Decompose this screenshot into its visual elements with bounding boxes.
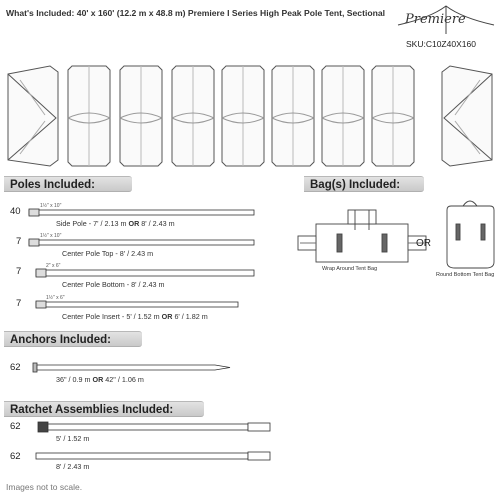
bags-or-label: OR xyxy=(416,238,431,249)
anchor-qty: 62 xyxy=(10,362,21,373)
center-pole-bottom-dim: 2" x 6" xyxy=(46,263,61,269)
center-pole-insert-dim: 1½" x 6" xyxy=(46,295,65,301)
tent-section xyxy=(172,66,214,166)
anchor-stake-drawing xyxy=(33,363,230,372)
tent-section xyxy=(272,66,314,166)
side-pole-dim: 1½" x 10" xyxy=(40,203,62,209)
center-pole-top-qty: 7 xyxy=(16,236,22,247)
tent-section xyxy=(120,66,162,166)
scale-disclaimer: Images not to scale. xyxy=(6,482,83,492)
tent-section xyxy=(372,66,414,166)
section-bags-header: Bag(s) Included: xyxy=(304,176,424,192)
side-pole-qty: 40 xyxy=(10,206,21,217)
ratchet-5ft-label: 5' / 1.52 m xyxy=(56,434,90,443)
tent-end-left xyxy=(8,66,58,166)
ratchet-5ft-qty: 62 xyxy=(10,421,21,432)
wrap-around-tent-bag-drawing xyxy=(298,210,426,262)
wrap-bag-label: Wrap Around Tent Bag xyxy=(322,266,378,272)
page-title: What's Included: 40' x 160' (12.2 m x 48.8 m) Premiere I Series High Peak Pole Tent, Sectional xyxy=(6,8,385,18)
tent-section xyxy=(68,66,110,166)
center-pole-top-label: Center Pole Top - 8' / 2.43 m xyxy=(62,249,154,258)
ratchet-8ft-drawing xyxy=(36,452,270,460)
ratchet-8ft-qty: 62 xyxy=(10,451,21,462)
section-poles-header: Poles Included: xyxy=(4,176,132,192)
tent-end-right xyxy=(442,66,492,166)
ratchet-5ft-drawing xyxy=(38,422,270,432)
round-bottom-tent-bag-drawing xyxy=(447,201,494,268)
center-pole-top-dim: 1½" x 10" xyxy=(40,233,62,239)
side-pole-label: Side Pole - 7' / 2.13 m OR 8' / 2.43 m xyxy=(56,219,175,228)
sku-label: SKU:C10Z40X160 xyxy=(406,39,476,49)
logo-peak-icon xyxy=(398,6,494,34)
premiere-logo: Premiere xyxy=(405,12,466,27)
anchor-label: 36" / 0.9 m OR 42" / 1.06 m xyxy=(56,375,144,384)
side-pole-drawing xyxy=(29,209,254,216)
ratchet-8ft-label: 8' / 2.43 m xyxy=(56,462,90,471)
tent-section xyxy=(322,66,364,166)
round-bag-label: Round Bottom Tent Bag xyxy=(436,272,495,278)
center-pole-insert-qty: 7 xyxy=(16,298,22,309)
center-pole-insert-drawing xyxy=(36,301,238,308)
tent-middle-sections xyxy=(68,66,414,166)
section-ratchets-header: Ratchet Assemblies Included: xyxy=(4,401,204,417)
center-pole-bottom-label: Center Pole Bottom - 8' / 2.43 m xyxy=(62,280,165,289)
center-pole-bottom-qty: 7 xyxy=(16,266,22,277)
section-anchors-header: Anchors Included: xyxy=(4,331,142,347)
center-pole-bottom-drawing xyxy=(36,269,254,277)
center-pole-top-drawing xyxy=(29,239,254,246)
tent-section xyxy=(222,66,264,166)
center-pole-insert-label: Center Pole Insert - 5' / 1.52 m OR 6' / 1.82 m xyxy=(62,312,208,321)
